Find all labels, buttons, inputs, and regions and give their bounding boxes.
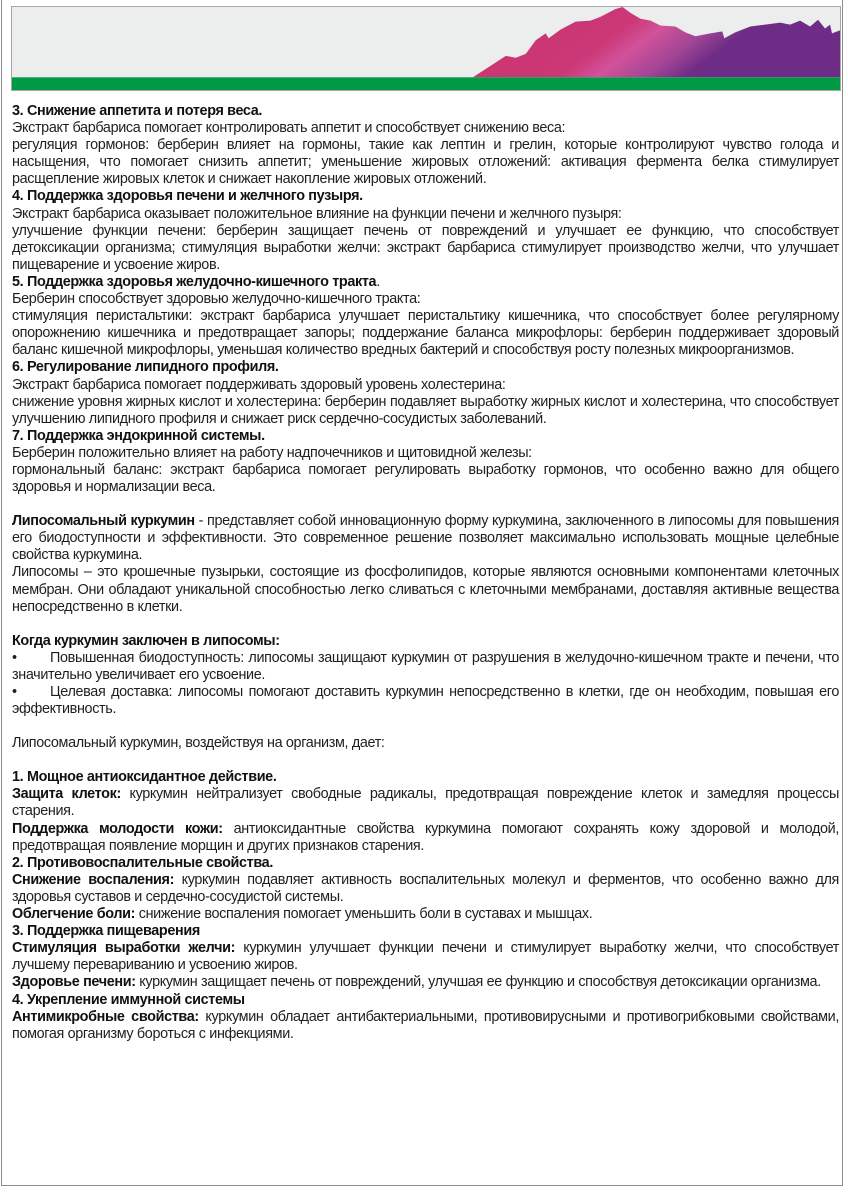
page bbox=[1, 0, 843, 1186]
mountain-banner-graphic bbox=[12, 7, 840, 90]
effect-text: куркумин улучшает функции печени и стимулирует выработку желчи, что способствует лучшему перевариванию и усвоению жиров. bbox=[12, 940, 839, 974]
section-intro: Экстракт барбариса помогает контролировать аппетит и способствует снижению веса: bbox=[12, 120, 566, 137]
section-title: 3. Снижение аппетита и потеря веса. bbox=[12, 103, 263, 119]
effect-label: Защита клеток: bbox=[12, 786, 121, 803]
section-body: стимуляция перистальтики: экстракт барбариса улучшает перистальтику кишечника, что способствует более регулярному опорожнению кишечника и предотвращает запоры; поддержание баланса микрофлоры: берберин поддерживает здоровый баланс кишечной микрофлоры, уменьшая количество вредных бактерий и способствуя росту полезных микроорганизмов. bbox=[12, 308, 839, 359]
section-intro: Экстракт барбариса оказывает положительное влияние на функции печени и желчного пузыря: bbox=[12, 205, 622, 222]
effect-text: куркумин подавляет активность воспалительных молекул и ферментов, что особенно важно для здоровья суставов и сердечно-сосудистой системы. bbox=[12, 871, 839, 905]
effect-label: Антимикробные свойства: bbox=[12, 1008, 199, 1025]
mountain-silhouette bbox=[473, 7, 840, 77]
liposome-benefits-title: Когда куркумин заключен в липосомы: bbox=[12, 632, 280, 649]
section-body: улучшение функции печени: берберин защищает печень от повреждений и улучшает ее функцию, что способствует детоксикации организма; стимуляция выработки желчи: экстракт барбариса стимулирует производство желчи, что улучшает пищеварение и усвоение жиров. bbox=[12, 222, 839, 273]
green-bar bbox=[12, 77, 840, 90]
effect-item bbox=[12, 786, 839, 820]
effect-title: 4. Укрепление иммунной системы bbox=[12, 991, 245, 1008]
bullet-item bbox=[12, 650, 839, 684]
effect-label: Здоровье печени: bbox=[12, 974, 136, 991]
curcumin-intro-text: - представляет собой инновационную форму куркумина, заключенного в липосомы для повышения его биодоступности и эффективности. Это современное решение позволяет максимально использовать мощные целебные свойства куркумина. bbox=[12, 513, 839, 564]
effect-label: Снижение воспаления: bbox=[12, 871, 175, 888]
effect-item bbox=[12, 906, 839, 923]
bullet-text: Целевая доставка: липосомы помогают доставить куркумин непосредственно в клетки, где он необходим, повышая его эффективность. bbox=[12, 684, 839, 718]
section-intro: Берберин способствует здоровью желудочно-кишечного тракта: bbox=[12, 291, 421, 308]
section-body: гормональный баланс: экстракт барбариса помогает регулировать выработку гормонов, что особенно важно для общего здоровья и нормализации веса. bbox=[12, 461, 839, 496]
effect-title: 2. Противовоспалительные свойства. bbox=[12, 854, 273, 871]
effect-item bbox=[12, 872, 839, 906]
spacer bbox=[12, 616, 839, 633]
effect-item bbox=[12, 1009, 839, 1043]
effect-label: Стимуляция выработки желчи: bbox=[12, 940, 236, 957]
effect-text: снижение воспаления помогает уменьшить боли в суставах и мышцах. bbox=[135, 906, 593, 923]
section-title: 5. Поддержка здоровья желудочно-кишечного тракта bbox=[12, 273, 377, 290]
bullet-item bbox=[12, 684, 839, 718]
effect-item bbox=[12, 940, 839, 974]
effect-text: куркумин нейтрализует свободные радикалы, предотвращая повреждение клеток и замедляя процессы старения. bbox=[12, 786, 839, 820]
bullet-text: Повышенная биодоступность: липосомы защищают куркумин от разрушения в желудочно-кишечном тракте и печени, что значительно увеличивает его усвоение. bbox=[12, 649, 839, 683]
curcumin-intro bbox=[12, 513, 839, 564]
effect-title: 3. Поддержка пищеварения bbox=[12, 923, 200, 940]
document-body bbox=[12, 103, 839, 1043]
section-intro: Экстракт барбариса помогает поддерживать здоровый уровень холестерина: bbox=[12, 376, 506, 393]
section-title: 6. Регулирование липидного профиля. bbox=[12, 359, 279, 376]
effect-item bbox=[12, 974, 839, 991]
section-title: 4. Поддержка здоровья печени и желчного пузыря. bbox=[12, 188, 363, 205]
header-banner bbox=[11, 6, 841, 91]
spacer bbox=[12, 496, 839, 513]
effect-title: 1. Мощное антиоксидантное действие. bbox=[12, 769, 277, 786]
curcumin-intro-bold: Липосомальный куркумин bbox=[12, 513, 195, 530]
bullet-icon: • bbox=[12, 649, 17, 666]
effect-text: куркумин обладает антибактериальными, противовирусными и противогрибковыми свойствами, помогая организму бороться с инфекциями. bbox=[12, 1008, 839, 1042]
bullet-icon: • bbox=[12, 684, 17, 700]
effect-label: Облегчение боли: bbox=[12, 906, 136, 923]
section-body: регуляция гормонов: берберин влияет на гормоны, такие как лептин и грелин, которые контролируют чувство голода и насыщения, что помогает снизить аппетит; уменьшение жировых отложений: активация фермента белка стимулирует расщепление жировых клеток и снижает накопление жировых отложений. bbox=[12, 137, 839, 188]
section-title: 7. Поддержка эндокринной системы. bbox=[12, 427, 265, 444]
effects-intro: Липосомальный куркумин, воздействуя на организм, дает: bbox=[12, 735, 385, 752]
section-body: снижение уровня жирных кислот и холестерина: берберин подавляет выработку жирных кислот и холестерина, что способствует улучшению липидного профиля и снижает риск сердечно-сосудистых заболеваний. bbox=[12, 393, 839, 427]
effect-item bbox=[12, 821, 839, 855]
effect-label: Поддержка молодости кожи: bbox=[12, 820, 223, 837]
liposomes-paragraph: Липосомы – это крошечные пузырьки, состоящие из фосфолипидов, которые являются основными компонентами клеточных мембран. Они обладают уникальной способностью легко сливаться с клеточными мембранами, доставляя активные вещества непосредственно в клетки. bbox=[12, 564, 839, 615]
section-intro: Берберин положительно влияет на работу надпочечников и щитовидной железы: bbox=[12, 444, 532, 461]
effect-text: куркумин защищает печень от повреждений, улучшая ее функцию и способствуя детоксикации организма. bbox=[135, 974, 821, 991]
spacer bbox=[12, 752, 839, 769]
section-title-dot: . bbox=[376, 273, 380, 290]
effect-text: антиоксидантные свойства куркумина помогают сохранять кожу здоровой и молодой, предотвращая появление морщин и других признаков старения. bbox=[12, 820, 839, 854]
spacer bbox=[12, 718, 839, 735]
section-title-line bbox=[12, 274, 839, 291]
